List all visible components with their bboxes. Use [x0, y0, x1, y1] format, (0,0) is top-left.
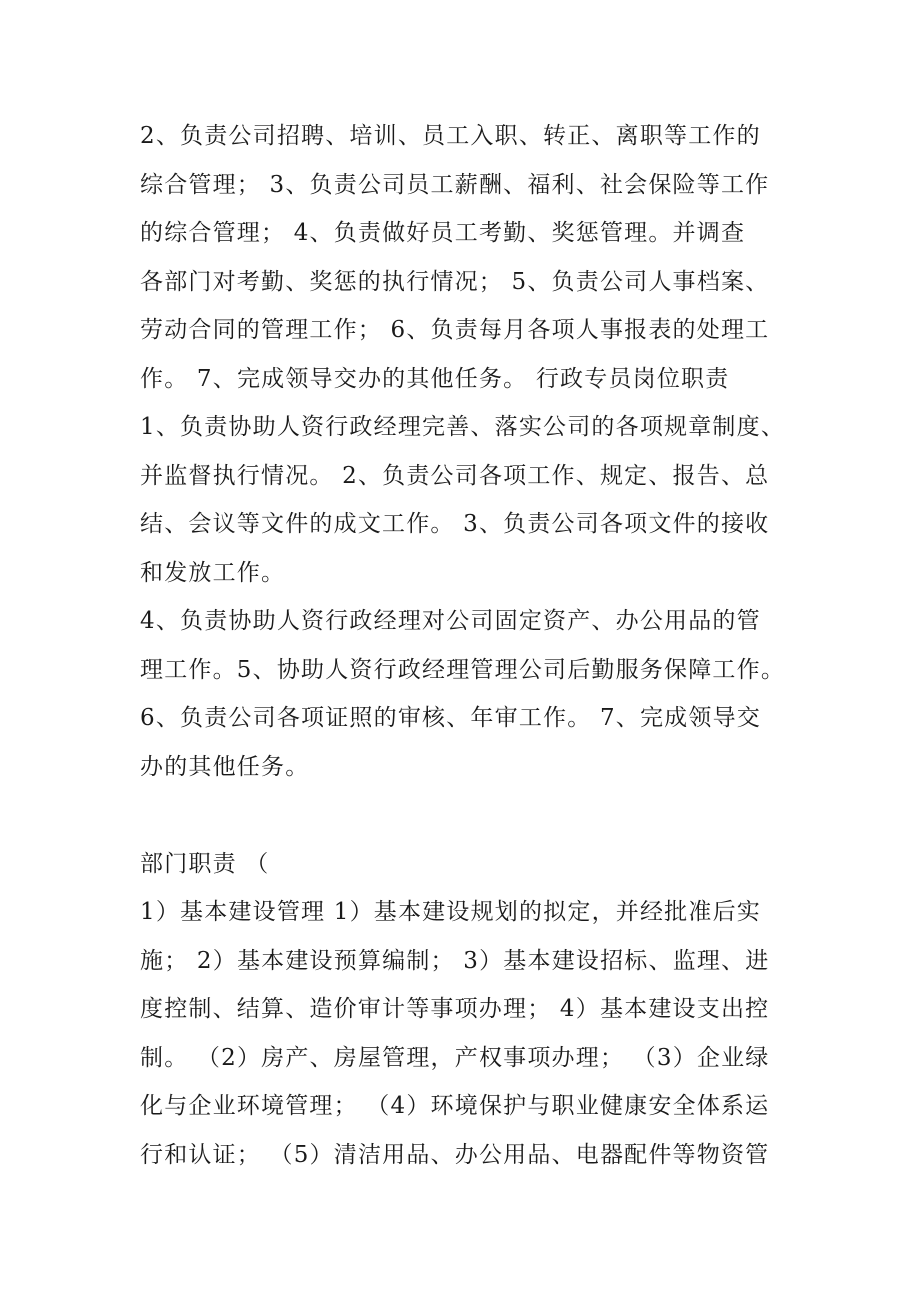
text-line: 的综合管理； 4、负责做好员工考勤、奖惩管理。并调查 — [140, 220, 746, 246]
text-line: 制。 （2）房产、房屋管理，产权事项办理； （3）企业绿 — [140, 1044, 770, 1071]
text-line: 1、负责协助人资行政经理完善、落实公司的各项规章制度、 — [140, 414, 786, 440]
text-line: 行和认证； （5）清洁用品、办公用品、电器配件等物资管 — [140, 1141, 770, 1168]
text-line: 劳动合同的管理工作； 6、负责每月各项人事报表的处理工 — [140, 317, 770, 343]
text-line: 作。 7、完成领导交办的其他任务。 行政专员岗位职责 — [140, 365, 730, 392]
text-line: 综合管理； 3、负责公司员工薪酬、福利、社会保险等工作 — [140, 171, 770, 198]
text-line: 4、负责协助人资行政经理对公司固定资产、办公用品的管 — [140, 608, 761, 634]
text-line: 6、负责公司各项证照的审核、年审工作。 7、完成领导交 — [140, 705, 761, 731]
text-line: 并监督执行情况。 2、负责公司各项工作、规定、报告、总 — [140, 462, 770, 489]
text-line: 各部门对考勤、奖惩的执行情况； 5、负责公司人事档案、 — [140, 268, 770, 295]
text-line: 施； 2）基本建设预算编制； 3）基本建设招标、监理、进 — [140, 947, 770, 974]
text-line: 2、负责公司招聘、培训、员工入职、转正、离职等工作的 — [140, 123, 761, 149]
section-heading: 部门职责 （ — [140, 850, 270, 877]
text-line: 办的其他任务。 — [140, 753, 310, 780]
document-body — [140, 112, 812, 1179]
paragraph-gap — [140, 791, 812, 840]
text-line: 化与企业环境管理； （4）环境保护与职业健康安全体系运 — [140, 1093, 770, 1119]
text-line: 理工作。5、协助人资行政经理管理公司后勤服务保障工作。 — [140, 656, 786, 683]
text-line: 结、会议等文件的成文工作。 3、负责公司各项文件的接收 — [140, 511, 770, 537]
text-line: 1）基本建设管理 1）基本建设规划的拟定，并经批准后实 — [140, 899, 761, 925]
text-line: 和发放工作。 — [140, 559, 286, 586]
text-line: 度控制、结算、造价审计等事项办理； 4）基本建设支出控 — [140, 996, 770, 1022]
